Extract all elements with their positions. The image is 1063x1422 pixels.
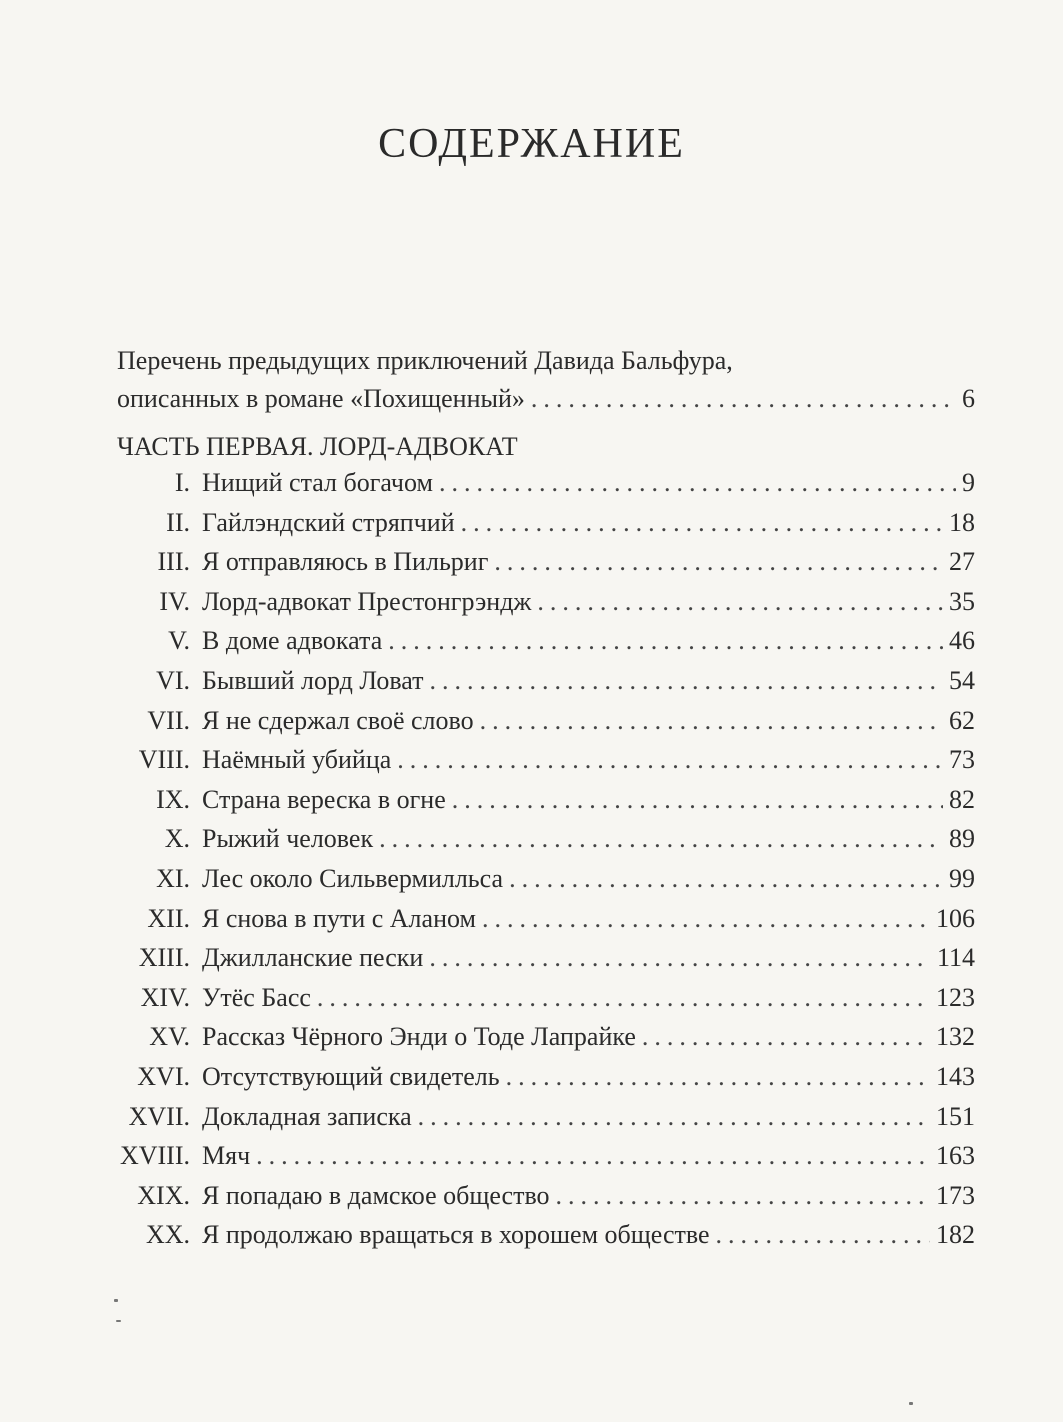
chapter-title: Наёмный убийца xyxy=(202,745,392,775)
intro-entry xyxy=(117,342,975,418)
chapter-number: I. xyxy=(174,468,190,497)
intro-line-2-text: описанных в романе «Похищенный» xyxy=(117,384,525,413)
chapter-row xyxy=(112,666,975,706)
chapter-list xyxy=(112,468,975,1260)
paper-speck xyxy=(909,1402,913,1405)
dot-leader xyxy=(509,864,943,894)
chapter-title: Докладная записка xyxy=(202,1101,412,1131)
chapter-page: 132 xyxy=(936,1022,975,1052)
chapter-page: 151 xyxy=(936,1101,975,1131)
dot-leader xyxy=(716,1220,930,1250)
dot-leader xyxy=(531,380,956,418)
chapter-page: 73 xyxy=(949,745,975,775)
chapter-title: Отсутствующий свидетель xyxy=(202,1061,500,1091)
intro-line-2 xyxy=(117,380,975,418)
chapter-title: Бывший лорд Ловат xyxy=(202,665,424,695)
chapter-page: 89 xyxy=(949,824,975,854)
chapter-page: 182 xyxy=(936,1220,975,1250)
chapter-row xyxy=(112,626,975,666)
dot-leader xyxy=(506,1062,930,1092)
chapter-row xyxy=(112,508,975,548)
dot-leader xyxy=(430,666,943,696)
chapter-page: 143 xyxy=(936,1061,975,1091)
chapter-row xyxy=(112,943,975,983)
dot-leader xyxy=(256,1141,930,1171)
chapter-number: V. xyxy=(168,626,190,656)
intro-page-number: 6 xyxy=(962,384,975,413)
chapter-page: 9 xyxy=(962,468,975,497)
dot-leader xyxy=(317,983,930,1013)
chapter-number: VI. xyxy=(156,665,190,695)
dot-leader xyxy=(439,468,956,498)
dot-leader xyxy=(452,785,943,815)
chapter-page: 173 xyxy=(936,1180,975,1210)
chapter-number: VIII. xyxy=(138,745,190,775)
paper-speck xyxy=(114,1299,118,1302)
chapter-title: Я продолжаю вращаться в хорошем обществе xyxy=(202,1220,710,1250)
chapter-page: 114 xyxy=(936,943,975,973)
chapter-row xyxy=(112,745,975,785)
chapter-number: X. xyxy=(164,824,190,854)
chapter-title: В доме адвоката xyxy=(202,626,383,656)
chapter-number: XX. xyxy=(145,1220,190,1250)
chapter-title: Гайлэндский стряпчий xyxy=(202,507,455,537)
chapter-row xyxy=(112,1102,975,1142)
chapter-page: 123 xyxy=(936,982,975,1012)
chapter-page: 35 xyxy=(949,586,975,616)
chapter-number: XI. xyxy=(156,863,190,893)
chapter-page: 99 xyxy=(949,863,975,893)
chapter-row xyxy=(112,785,975,825)
chapter-number: XVIII. xyxy=(119,1141,190,1171)
chapter-number: XII. xyxy=(147,903,190,933)
chapter-row xyxy=(112,1220,975,1260)
chapter-row xyxy=(112,1062,975,1102)
chapter-title: Лес около Сильвермилльса xyxy=(202,863,504,893)
chapter-title: Джилланские пески xyxy=(202,943,424,973)
chapter-page: 27 xyxy=(949,547,975,577)
chapter-title: Я снова в пути с Аланом xyxy=(202,903,476,933)
dot-leader xyxy=(397,745,943,775)
chapter-title: Я не сдержал своё слово xyxy=(202,705,474,735)
dot-leader xyxy=(556,1181,930,1211)
dot-leader xyxy=(418,1102,930,1132)
chapter-row xyxy=(112,1022,975,1062)
chapter-page: 46 xyxy=(949,626,975,656)
chapter-number: XIII. xyxy=(138,943,190,973)
chapter-number: VII. xyxy=(147,705,190,735)
dot-leader xyxy=(429,943,931,973)
chapter-row xyxy=(112,587,975,627)
chapter-page: 163 xyxy=(936,1141,975,1171)
chapter-number: XVII. xyxy=(128,1101,190,1131)
chapter-title: Рыжий человек xyxy=(202,824,374,854)
intro-line-1: Перечень предыдущих приключений Давида Бальфура, xyxy=(117,346,733,375)
dot-leader xyxy=(379,824,943,854)
chapter-row xyxy=(112,468,975,508)
chapter-page: 106 xyxy=(936,903,975,933)
page-title: СОДЕРЖАНИЕ xyxy=(378,121,685,167)
chapter-page: 54 xyxy=(949,665,975,695)
chapter-row xyxy=(112,1141,975,1181)
chapter-number: III. xyxy=(157,547,190,577)
chapter-row xyxy=(112,1181,975,1221)
chapter-row xyxy=(112,824,975,864)
chapter-row xyxy=(112,904,975,944)
chapter-title: Я попадаю в дамское общество xyxy=(202,1180,550,1210)
chapter-page: 18 xyxy=(949,507,975,537)
dot-leader xyxy=(642,1022,930,1052)
dot-leader xyxy=(480,706,943,736)
dot-leader xyxy=(461,508,943,538)
dot-leader xyxy=(388,626,943,656)
chapter-number: XV. xyxy=(149,1022,190,1052)
part-title: ЧАСТЬ ПЕРВАЯ. ЛОРД-АДВОКАТ xyxy=(117,432,518,461)
chapter-title: Я отправляюсь в Пильриг xyxy=(202,547,489,577)
chapter-row xyxy=(112,864,975,904)
chapter-title: Нищий стал богачом xyxy=(202,468,433,497)
chapter-title: Лорд-адвокат Престонгрэндж xyxy=(202,586,532,616)
chapter-row xyxy=(112,706,975,746)
chapter-number: XVI. xyxy=(137,1061,190,1091)
dot-leader xyxy=(482,904,930,934)
paper-speck xyxy=(116,1320,121,1322)
chapter-number: IX. xyxy=(156,784,190,814)
chapter-title: Мяч xyxy=(202,1141,251,1171)
chapter-number: IV. xyxy=(159,586,190,616)
dot-leader xyxy=(494,547,943,577)
chapter-number: XIV. xyxy=(140,982,190,1012)
chapter-page: 82 xyxy=(949,784,975,814)
chapter-title: Утёс Басс xyxy=(202,982,311,1012)
chapter-title: Рассказ Чёрного Энди о Тоде Лапрайке xyxy=(202,1022,636,1052)
chapter-number: II. xyxy=(166,507,190,537)
chapter-page: 62 xyxy=(949,705,975,735)
chapter-number: XIX. xyxy=(137,1180,190,1210)
chapter-row xyxy=(112,547,975,587)
dot-leader xyxy=(537,587,943,617)
chapter-title: Страна вереска в огне xyxy=(202,784,446,814)
chapter-row xyxy=(112,983,975,1023)
